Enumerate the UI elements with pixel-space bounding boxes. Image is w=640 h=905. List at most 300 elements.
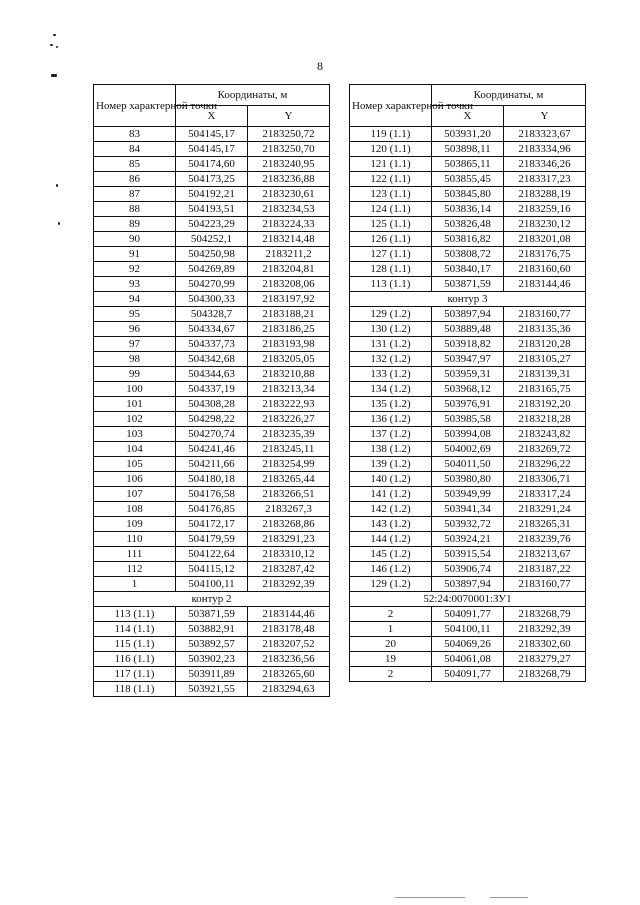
y-coordinate-cell: 2183205,05 <box>248 352 330 367</box>
point-number-cell: 131 (1.2) <box>350 337 432 352</box>
y-coordinate-cell: 2183323,67 <box>504 127 586 142</box>
point-number-cell: 95 <box>94 307 176 322</box>
point-number-cell: 125 (1.1) <box>350 217 432 232</box>
point-number-cell: 122 (1.1) <box>350 172 432 187</box>
point-number-cell: 109 <box>94 517 176 532</box>
table-body-right <box>350 127 586 682</box>
y-coordinate-cell: 2183187,22 <box>504 562 586 577</box>
y-coordinate-cell: 2183192,20 <box>504 397 586 412</box>
y-coordinate-cell: 2183193,98 <box>248 337 330 352</box>
point-number-cell: 107 <box>94 487 176 502</box>
table-row <box>350 502 586 517</box>
y-coordinate-cell: 2183144,46 <box>248 607 330 622</box>
y-coordinate-cell: 2183265,60 <box>248 667 330 682</box>
x-coordinate-cell: 504061,08 <box>432 652 504 667</box>
y-coordinate-cell: 2183317,24 <box>504 487 586 502</box>
section-header-row <box>350 592 586 607</box>
table-row <box>94 307 330 322</box>
table-row <box>350 217 586 232</box>
table-body-left <box>94 127 330 697</box>
x-coordinate-cell: 504174,60 <box>176 157 248 172</box>
y-coordinate-cell: 2183213,67 <box>504 547 586 562</box>
y-coordinate-cell: 2183266,51 <box>248 487 330 502</box>
table-row <box>350 412 586 427</box>
point-number-cell: 1 <box>94 577 176 592</box>
y-coordinate-cell: 2183160,60 <box>504 262 586 277</box>
table-row <box>94 517 330 532</box>
y-coordinate-cell: 2183265,44 <box>248 472 330 487</box>
table-row <box>94 247 330 262</box>
table-row <box>94 172 330 187</box>
x-coordinate-cell: 504269,89 <box>176 262 248 277</box>
table-row <box>350 517 586 532</box>
point-number-cell: 2 <box>350 667 432 682</box>
y-coordinate-cell: 2183105,27 <box>504 352 586 367</box>
table-row <box>350 607 586 622</box>
x-coordinate-cell: 504252,1 <box>176 232 248 247</box>
point-number-cell: 114 (1.1) <box>94 622 176 637</box>
y-coordinate-cell: 2183239,76 <box>504 532 586 547</box>
x-coordinate-cell: 504192,21 <box>176 187 248 202</box>
x-coordinate-cell: 503911,89 <box>176 667 248 682</box>
x-coordinate-cell: 504270,74 <box>176 427 248 442</box>
x-coordinate-cell: 504250,98 <box>176 247 248 262</box>
point-number-cell: 106 <box>94 472 176 487</box>
table-row <box>350 307 586 322</box>
table-row <box>350 652 586 667</box>
table-row <box>350 667 586 682</box>
table-row <box>350 472 586 487</box>
y-coordinate-cell: 2183291,23 <box>248 532 330 547</box>
y-coordinate-cell: 2183346,26 <box>504 157 586 172</box>
x-coordinate-cell: 504176,58 <box>176 487 248 502</box>
point-number-cell: 92 <box>94 262 176 277</box>
scan-edge-line <box>490 897 528 898</box>
x-coordinate-cell: 503882,91 <box>176 622 248 637</box>
y-coordinate-cell: 2183317,23 <box>504 172 586 187</box>
point-number-cell: 140 (1.2) <box>350 472 432 487</box>
x-coordinate-cell: 504308,28 <box>176 397 248 412</box>
x-coordinate-cell: 503871,59 <box>176 607 248 622</box>
x-coordinate-cell: 503959,31 <box>432 367 504 382</box>
table-row <box>94 202 330 217</box>
x-coordinate-cell: 503906,74 <box>432 562 504 577</box>
table-row <box>350 262 586 277</box>
x-coordinate-cell: 503808,72 <box>432 247 504 262</box>
coordinates-table-left <box>93 84 330 697</box>
table-row <box>94 217 330 232</box>
x-coordinate-cell: 504334,67 <box>176 322 248 337</box>
table-row <box>94 442 330 457</box>
table-row <box>350 142 586 157</box>
table-row <box>350 577 586 592</box>
x-coordinate-cell: 503980,80 <box>432 472 504 487</box>
x-coordinate-cell: 503994,08 <box>432 427 504 442</box>
table-row <box>94 637 330 652</box>
y-coordinate-cell: 2183243,82 <box>504 427 586 442</box>
point-number-cell: 121 (1.1) <box>350 157 432 172</box>
table-row <box>94 322 330 337</box>
table-row <box>94 232 330 247</box>
point-number-cell: 129 (1.2) <box>350 577 432 592</box>
table-row <box>350 382 586 397</box>
table-row <box>350 157 586 172</box>
y-coordinate-cell: 2183235,39 <box>248 427 330 442</box>
table-row <box>94 547 330 562</box>
x-coordinate-cell: 504337,19 <box>176 382 248 397</box>
y-coordinate-cell: 2183292,39 <box>248 577 330 592</box>
x-coordinate-cell: 504115,12 <box>176 562 248 577</box>
table-row <box>94 472 330 487</box>
table-row <box>350 322 586 337</box>
table-row <box>94 562 330 577</box>
table-row <box>94 367 330 382</box>
y-coordinate-cell: 2183236,88 <box>248 172 330 187</box>
x-coordinate-cell: 503976,91 <box>432 397 504 412</box>
y-coordinate-cell: 2183334,96 <box>504 142 586 157</box>
section-label: 52:24:0070001:ЗУ1 <box>350 592 586 607</box>
point-number-cell: 108 <box>94 502 176 517</box>
x-coordinate-cell: 504091,77 <box>432 607 504 622</box>
table-row <box>350 337 586 352</box>
y-coordinate-cell: 2183296,22 <box>504 457 586 472</box>
point-number-cell: 100 <box>94 382 176 397</box>
x-coordinate-cell: 504211,66 <box>176 457 248 472</box>
point-number-cell: 129 (1.2) <box>350 307 432 322</box>
x-coordinate-cell: 504300,33 <box>176 292 248 307</box>
y-coordinate-cell: 2183226,27 <box>248 412 330 427</box>
point-number-cell: 118 (1.1) <box>94 682 176 697</box>
header-coordinates: Координаты, м <box>176 85 330 106</box>
table-row <box>94 487 330 502</box>
y-coordinate-cell: 2183218,28 <box>504 412 586 427</box>
y-coordinate-cell: 2183207,52 <box>248 637 330 652</box>
point-number-cell: 138 (1.2) <box>350 442 432 457</box>
table-row <box>94 262 330 277</box>
x-coordinate-cell: 503915,54 <box>432 547 504 562</box>
point-number-cell: 117 (1.1) <box>94 667 176 682</box>
x-coordinate-cell: 503918,82 <box>432 337 504 352</box>
table-row <box>94 352 330 367</box>
x-coordinate-cell: 504241,46 <box>176 442 248 457</box>
y-coordinate-cell: 2183208,06 <box>248 277 330 292</box>
table-row <box>94 682 330 697</box>
table-row <box>350 562 586 577</box>
point-number-cell: 120 (1.1) <box>350 142 432 157</box>
point-number-cell: 133 (1.2) <box>350 367 432 382</box>
scan-speck <box>58 222 60 225</box>
section-label: контур 2 <box>94 592 330 607</box>
x-coordinate-cell: 503826,48 <box>432 217 504 232</box>
x-coordinate-cell: 503816,82 <box>432 232 504 247</box>
point-number-cell: 91 <box>94 247 176 262</box>
y-coordinate-cell: 2183234,53 <box>248 202 330 217</box>
x-coordinate-cell: 503985,58 <box>432 412 504 427</box>
x-coordinate-cell: 504069,26 <box>432 637 504 652</box>
point-number-cell: 128 (1.1) <box>350 262 432 277</box>
table-row <box>350 172 586 187</box>
section-header-row <box>350 292 586 307</box>
table-row <box>350 202 586 217</box>
point-number-cell: 144 (1.2) <box>350 532 432 547</box>
table-row <box>94 142 330 157</box>
y-coordinate-cell: 2183139,31 <box>504 367 586 382</box>
y-coordinate-cell: 2183160,77 <box>504 577 586 592</box>
x-coordinate-cell: 504172,17 <box>176 517 248 532</box>
x-coordinate-cell: 503898,11 <box>432 142 504 157</box>
x-coordinate-cell: 504145,17 <box>176 127 248 142</box>
header-x: X <box>176 106 248 127</box>
y-coordinate-cell: 2183268,79 <box>504 667 586 682</box>
x-coordinate-cell: 504342,68 <box>176 352 248 367</box>
y-coordinate-cell: 2183224,33 <box>248 217 330 232</box>
scan-speck <box>50 44 53 46</box>
x-coordinate-cell: 504179,59 <box>176 532 248 547</box>
table-row <box>350 622 586 637</box>
x-coordinate-cell: 503941,34 <box>432 502 504 517</box>
point-number-cell: 112 <box>94 562 176 577</box>
point-number-cell: 102 <box>94 412 176 427</box>
table-row <box>350 547 586 562</box>
header-coordinates: Координаты, м <box>432 85 586 106</box>
table-row <box>94 397 330 412</box>
y-coordinate-cell: 2183259,16 <box>504 202 586 217</box>
y-coordinate-cell: 2183306,71 <box>504 472 586 487</box>
point-number-cell: 126 (1.1) <box>350 232 432 247</box>
x-coordinate-cell: 503968,12 <box>432 382 504 397</box>
x-coordinate-cell: 504270,99 <box>176 277 248 292</box>
y-coordinate-cell: 2183268,86 <box>248 517 330 532</box>
header-point-number: Номер характерной точки <box>94 85 176 127</box>
point-number-cell: 97 <box>94 337 176 352</box>
y-coordinate-cell: 2183302,60 <box>504 637 586 652</box>
point-number-cell: 19 <box>350 652 432 667</box>
y-coordinate-cell: 2183265,31 <box>504 517 586 532</box>
table-row <box>350 277 586 292</box>
point-number-cell: 119 (1.1) <box>350 127 432 142</box>
point-number-cell: 103 <box>94 427 176 442</box>
y-coordinate-cell: 2183245,11 <box>248 442 330 457</box>
point-number-cell: 111 <box>94 547 176 562</box>
point-number-cell: 139 (1.2) <box>350 457 432 472</box>
point-number-cell: 113 (1.1) <box>94 607 176 622</box>
page-number: 8 <box>317 59 323 73</box>
point-number-cell: 115 (1.1) <box>94 637 176 652</box>
table-row <box>94 607 330 622</box>
point-number-cell: 83 <box>94 127 176 142</box>
point-number-cell: 86 <box>94 172 176 187</box>
x-coordinate-cell: 504344,63 <box>176 367 248 382</box>
point-number-cell: 1 <box>350 622 432 637</box>
header-y: Y <box>504 106 586 127</box>
y-coordinate-cell: 2183186,25 <box>248 322 330 337</box>
point-number-cell: 93 <box>94 277 176 292</box>
y-coordinate-cell: 2183165,75 <box>504 382 586 397</box>
header-point-number: Номер характерной точки <box>350 85 432 127</box>
scan-speck <box>56 184 58 187</box>
x-coordinate-cell: 504298,22 <box>176 412 248 427</box>
y-coordinate-cell: 2183230,61 <box>248 187 330 202</box>
table-row <box>94 127 330 142</box>
x-coordinate-cell: 503840,17 <box>432 262 504 277</box>
y-coordinate-cell: 2183204,81 <box>248 262 330 277</box>
point-number-cell: 89 <box>94 217 176 232</box>
y-coordinate-cell: 2183178,48 <box>248 622 330 637</box>
table-row <box>350 352 586 367</box>
point-number-cell: 135 (1.2) <box>350 397 432 412</box>
y-coordinate-cell: 2183197,92 <box>248 292 330 307</box>
table-row <box>94 577 330 592</box>
x-coordinate-cell: 503865,11 <box>432 157 504 172</box>
y-coordinate-cell: 2183135,36 <box>504 322 586 337</box>
point-number-cell: 94 <box>94 292 176 307</box>
y-coordinate-cell: 2183292,39 <box>504 622 586 637</box>
point-number-cell: 145 (1.2) <box>350 547 432 562</box>
y-coordinate-cell: 2183210,88 <box>248 367 330 382</box>
point-number-cell: 142 (1.2) <box>350 502 432 517</box>
point-number-cell: 137 (1.2) <box>350 427 432 442</box>
point-number-cell: 98 <box>94 352 176 367</box>
table-row <box>94 652 330 667</box>
table-row <box>94 622 330 637</box>
x-coordinate-cell: 504100,11 <box>432 622 504 637</box>
table-row <box>94 502 330 517</box>
point-number-cell: 101 <box>94 397 176 412</box>
x-coordinate-cell: 503921,55 <box>176 682 248 697</box>
table-row <box>350 127 586 142</box>
point-number-cell: 113 (1.1) <box>350 277 432 292</box>
table-row <box>94 187 330 202</box>
table-row <box>350 457 586 472</box>
y-coordinate-cell: 2183279,27 <box>504 652 586 667</box>
point-number-cell: 141 (1.2) <box>350 487 432 502</box>
table-row <box>350 442 586 457</box>
y-coordinate-cell: 2183268,79 <box>504 607 586 622</box>
y-coordinate-cell: 2183214,48 <box>248 232 330 247</box>
y-coordinate-cell: 2183213,34 <box>248 382 330 397</box>
y-coordinate-cell: 2183287,42 <box>248 562 330 577</box>
y-coordinate-cell: 2183222,93 <box>248 397 330 412</box>
table-row <box>350 532 586 547</box>
x-coordinate-cell: 503902,23 <box>176 652 248 667</box>
y-coordinate-cell: 2183240,95 <box>248 157 330 172</box>
table-row <box>350 367 586 382</box>
y-coordinate-cell: 2183269,72 <box>504 442 586 457</box>
point-number-cell: 127 (1.1) <box>350 247 432 262</box>
point-number-cell: 136 (1.2) <box>350 412 432 427</box>
table-row <box>350 232 586 247</box>
x-coordinate-cell: 503924,21 <box>432 532 504 547</box>
section-label: контур 3 <box>350 292 586 307</box>
table-row <box>94 412 330 427</box>
table-row <box>350 637 586 652</box>
point-number-cell: 99 <box>94 367 176 382</box>
point-number-cell: 85 <box>94 157 176 172</box>
point-number-cell: 105 <box>94 457 176 472</box>
point-number-cell: 110 <box>94 532 176 547</box>
table-row <box>350 187 586 202</box>
x-coordinate-cell: 504002,69 <box>432 442 504 457</box>
scan-speck <box>56 46 58 48</box>
point-number-cell: 123 (1.1) <box>350 187 432 202</box>
point-number-cell: 116 (1.1) <box>94 652 176 667</box>
x-coordinate-cell: 503897,94 <box>432 307 504 322</box>
x-coordinate-cell: 503855,45 <box>432 172 504 187</box>
y-coordinate-cell: 2183201,08 <box>504 232 586 247</box>
x-coordinate-cell: 503871,59 <box>432 277 504 292</box>
x-coordinate-cell: 504193,51 <box>176 202 248 217</box>
point-number-cell: 2 <box>350 607 432 622</box>
y-coordinate-cell: 2183267,3 <box>248 502 330 517</box>
y-coordinate-cell: 2183254,99 <box>248 457 330 472</box>
x-coordinate-cell: 503845,80 <box>432 187 504 202</box>
y-coordinate-cell: 2183236,56 <box>248 652 330 667</box>
x-coordinate-cell: 504091,77 <box>432 667 504 682</box>
point-number-cell: 88 <box>94 202 176 217</box>
header-x: X <box>432 106 504 127</box>
y-coordinate-cell: 2183310,12 <box>248 547 330 562</box>
x-coordinate-cell: 504176,85 <box>176 502 248 517</box>
y-coordinate-cell: 2183120,28 <box>504 337 586 352</box>
y-coordinate-cell: 2183144,46 <box>504 277 586 292</box>
y-coordinate-cell: 2183288,19 <box>504 187 586 202</box>
x-coordinate-cell: 503897,94 <box>432 577 504 592</box>
y-coordinate-cell: 2183250,72 <box>248 127 330 142</box>
point-number-cell: 146 (1.2) <box>350 562 432 577</box>
point-number-cell: 87 <box>94 187 176 202</box>
table-row <box>94 337 330 352</box>
table-row <box>94 532 330 547</box>
scan-edge-line <box>395 897 465 898</box>
point-number-cell: 143 (1.2) <box>350 517 432 532</box>
x-coordinate-cell: 503931,20 <box>432 127 504 142</box>
x-coordinate-cell: 503889,48 <box>432 322 504 337</box>
y-coordinate-cell: 2183188,21 <box>248 307 330 322</box>
x-coordinate-cell: 503892,57 <box>176 637 248 652</box>
x-coordinate-cell: 504328,7 <box>176 307 248 322</box>
point-number-cell: 124 (1.1) <box>350 202 432 217</box>
y-coordinate-cell: 2183250,70 <box>248 142 330 157</box>
x-coordinate-cell: 503947,97 <box>432 352 504 367</box>
point-number-cell: 134 (1.2) <box>350 382 432 397</box>
point-number-cell: 104 <box>94 442 176 457</box>
header-y: Y <box>248 106 330 127</box>
table-row <box>94 427 330 442</box>
x-coordinate-cell: 503836,14 <box>432 202 504 217</box>
x-coordinate-cell: 504223,29 <box>176 217 248 232</box>
table-row <box>94 457 330 472</box>
coordinates-table-right <box>349 84 586 682</box>
table-row <box>350 487 586 502</box>
section-header-row <box>94 592 330 607</box>
table-row <box>94 382 330 397</box>
point-number-cell: 96 <box>94 322 176 337</box>
point-number-cell: 20 <box>350 637 432 652</box>
x-coordinate-cell: 504100,11 <box>176 577 248 592</box>
table-row <box>94 667 330 682</box>
x-coordinate-cell: 504011,50 <box>432 457 504 472</box>
scan-speck <box>53 34 56 36</box>
x-coordinate-cell: 503932,72 <box>432 517 504 532</box>
x-coordinate-cell: 504122,64 <box>176 547 248 562</box>
table-row <box>350 397 586 412</box>
y-coordinate-cell: 2183230,12 <box>504 217 586 232</box>
table-row <box>94 277 330 292</box>
table-row <box>350 247 586 262</box>
point-number-cell: 132 (1.2) <box>350 352 432 367</box>
point-number-cell: 84 <box>94 142 176 157</box>
y-coordinate-cell: 2183291,24 <box>504 502 586 517</box>
